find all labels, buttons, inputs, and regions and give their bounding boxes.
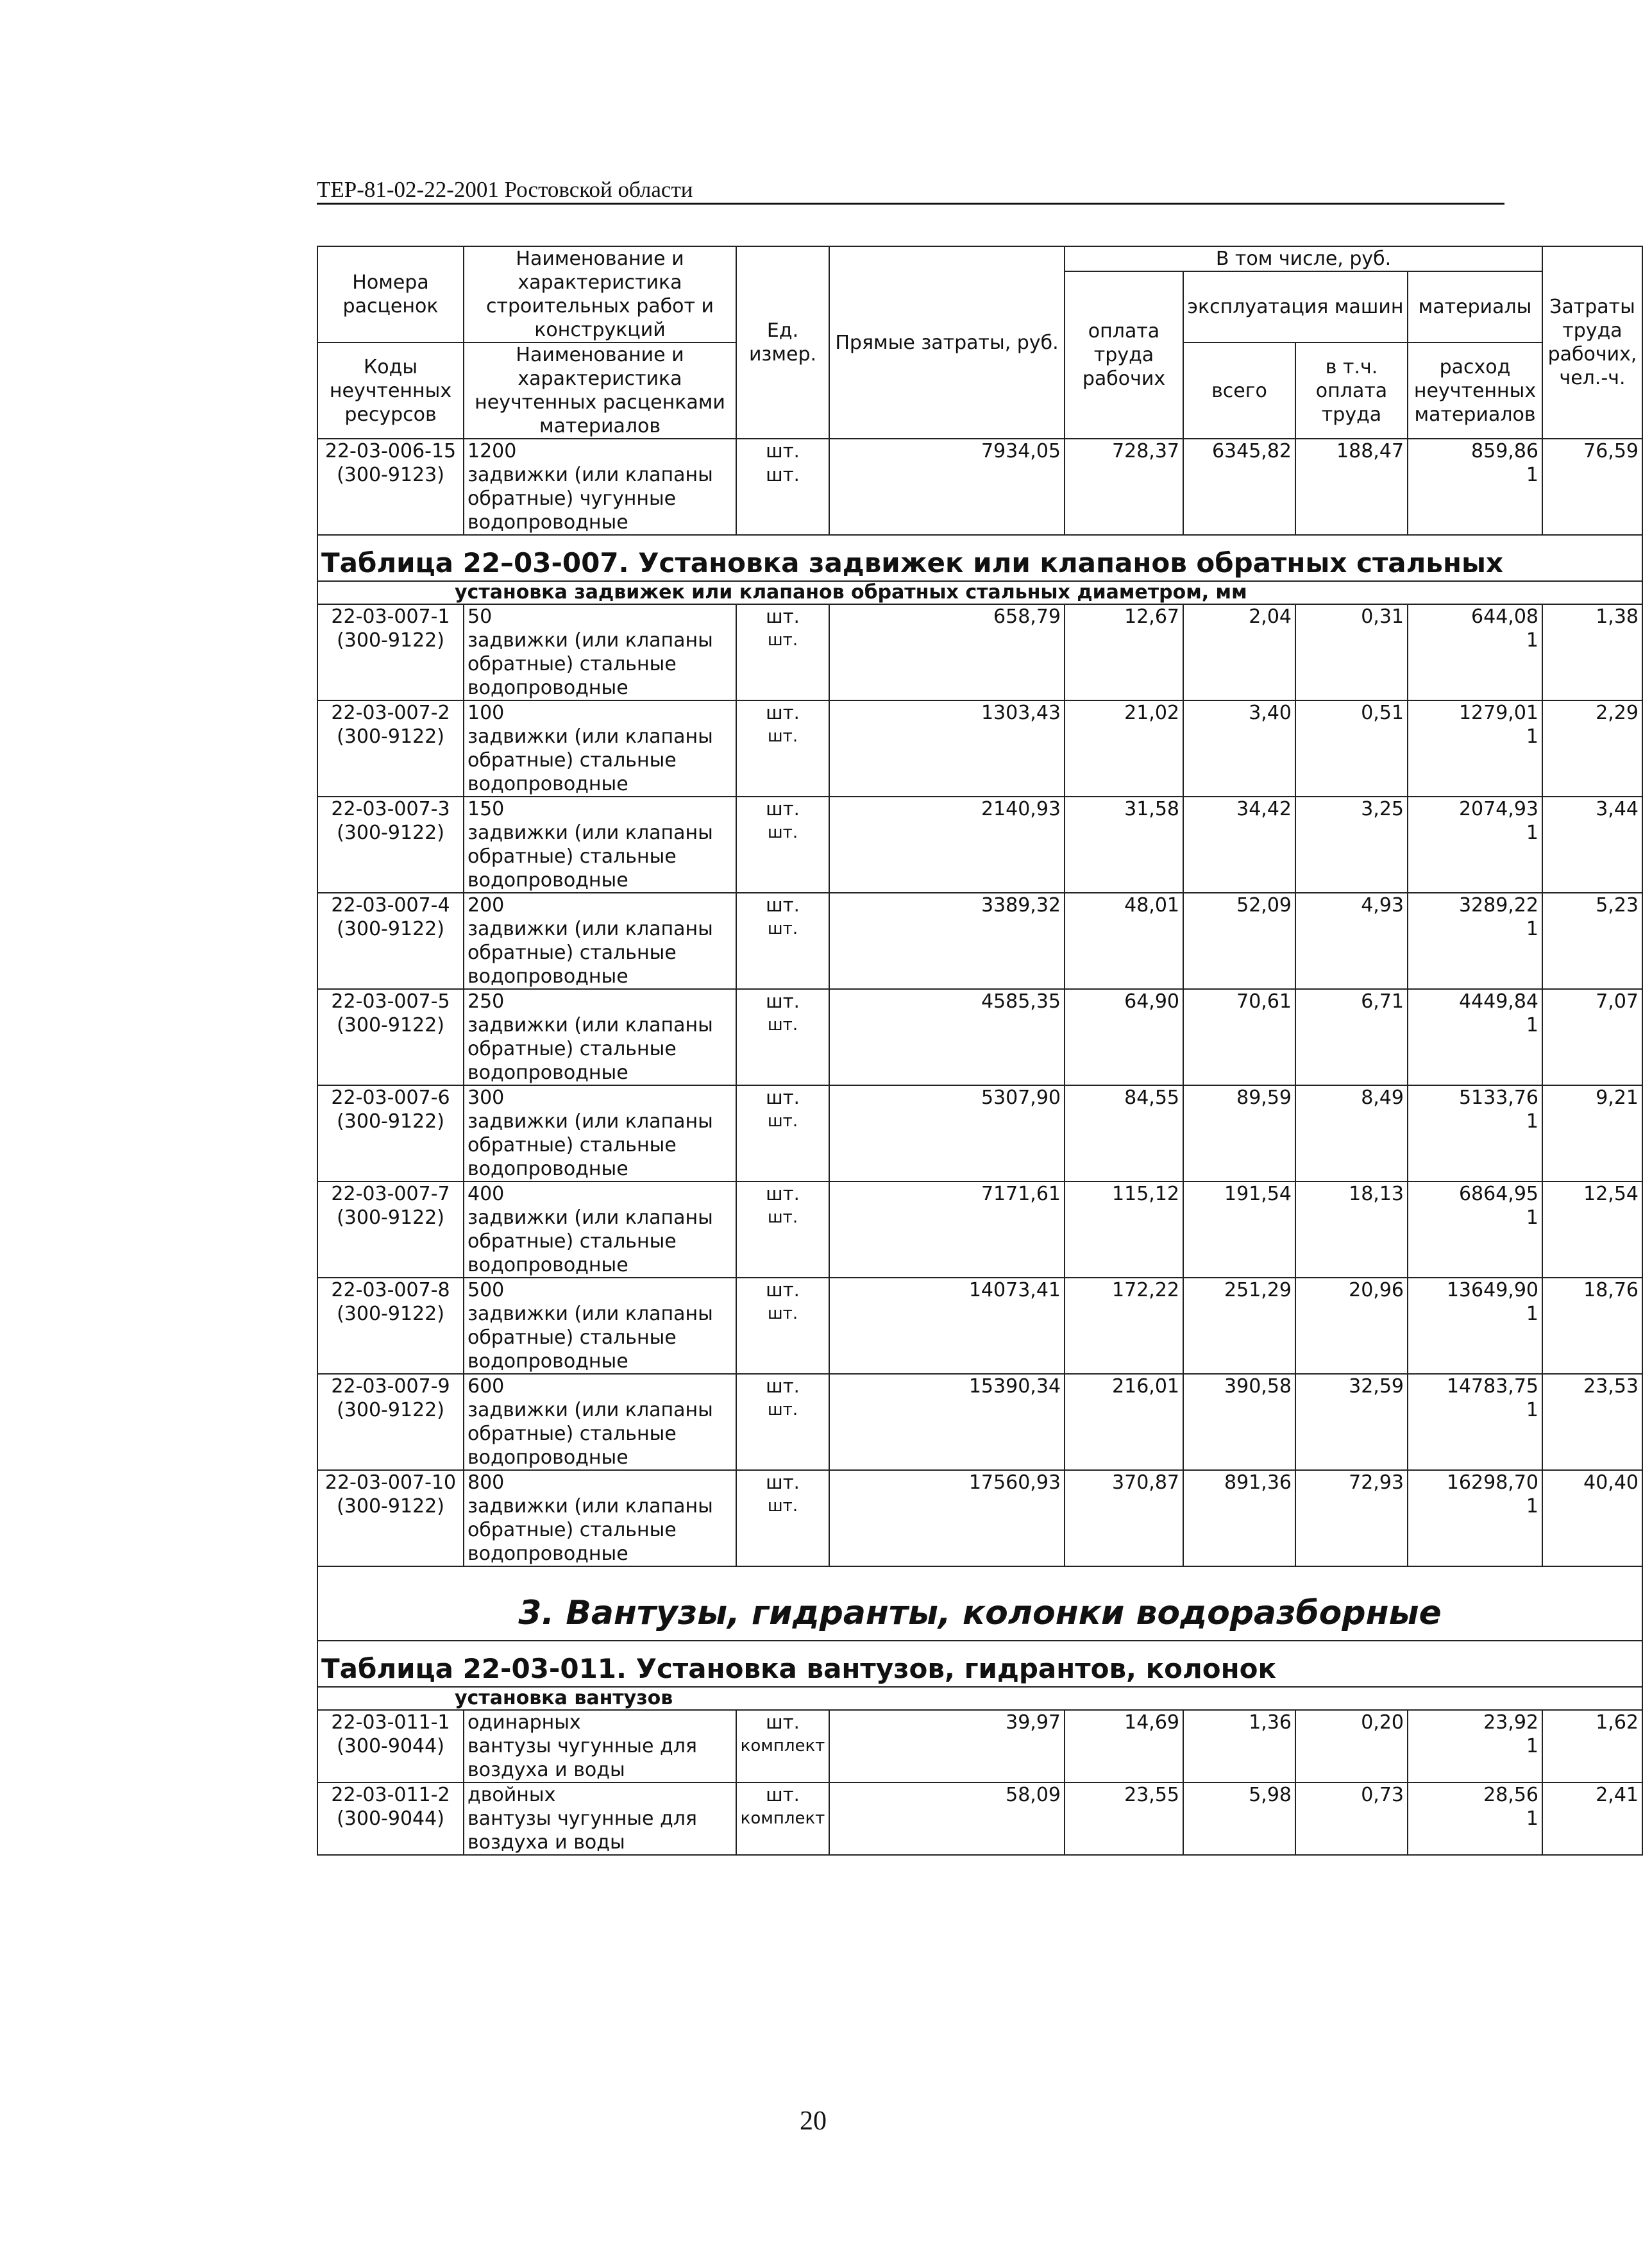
- rate-unit: шт. шт.: [736, 1278, 829, 1374]
- col-name-bottom: Наименование и характеристика неучтенных расценками материалов: [464, 343, 736, 439]
- rate-labor: 48,01: [1065, 893, 1183, 989]
- rate-labor: 23,55: [1065, 1782, 1183, 1855]
- rate-machines: 1,36: [1183, 1710, 1295, 1782]
- rate-materials: 2074,93 1: [1408, 797, 1542, 893]
- rate-machines: 52,09: [1183, 893, 1295, 989]
- table-subtitle: установка вантузов: [317, 1687, 1642, 1710]
- rate-materials: 644,08 1: [1408, 604, 1542, 700]
- rate-direct: 7171,61: [829, 1181, 1065, 1278]
- rate-machines-labor: 0,20: [1295, 1710, 1408, 1782]
- rate-unit: шт. шт.: [736, 1085, 829, 1181]
- section-title-row: [317, 1566, 1642, 1641]
- table-row: [317, 1782, 1642, 1855]
- rate-name: 400 задвижки (или клапаны обратные) стальные водопроводные: [464, 1181, 736, 1278]
- rate-name: 100 задвижки (или клапаны обратные) стальные водопроводные: [464, 700, 736, 797]
- col-machines-labor: в т.ч. оплата труда: [1295, 343, 1408, 439]
- rate-materials: 13649,90 1: [1408, 1278, 1542, 1374]
- rate-machines: 6345,82: [1183, 439, 1295, 535]
- rate-hours: 5,23: [1542, 893, 1642, 989]
- rate-direct: 658,79: [829, 604, 1065, 700]
- rate-labor: 84,55: [1065, 1085, 1183, 1181]
- rate-name: 250 задвижки (или клапаны обратные) стальные водопроводные: [464, 989, 736, 1085]
- col-incl: В том числе, руб.: [1065, 246, 1542, 271]
- table-row: [317, 1181, 1642, 1278]
- rate-name: одинарных вантузы чугунные для воздуха и воды: [464, 1710, 736, 1782]
- rate-name: 150 задвижки (или клапаны обратные) стальные водопроводные: [464, 797, 736, 893]
- rate-name: двойных вантузы чугунные для воздуха и воды: [464, 1782, 736, 1855]
- rate-labor: 14,69: [1065, 1710, 1183, 1782]
- rate-code: 22-03-007-10 (300-9122): [317, 1470, 464, 1566]
- rate-direct: 2140,93: [829, 797, 1065, 893]
- rate-direct: 15390,34: [829, 1374, 1065, 1470]
- rate-machines-labor: 0,73: [1295, 1782, 1408, 1855]
- rate-unit: шт. комплект: [736, 1710, 829, 1782]
- rate-direct: 58,09: [829, 1782, 1065, 1855]
- rate-materials: 28,56 1: [1408, 1782, 1542, 1855]
- rate-unit: шт. шт.: [736, 1374, 829, 1470]
- rate-unit: шт. шт.: [736, 797, 829, 893]
- table-row: [317, 439, 1642, 535]
- rate-unit: шт. шт.: [736, 893, 829, 989]
- rate-machines: 251,29: [1183, 1278, 1295, 1374]
- rate-name: 600 задвижки (или клапаны обратные) стальные водопроводные: [464, 1374, 736, 1470]
- rate-name: 200 задвижки (или клапаны обратные) стальные водопроводные: [464, 893, 736, 989]
- rate-labor: 172,22: [1065, 1278, 1183, 1374]
- rate-direct: 4585,35: [829, 989, 1065, 1085]
- rate-machines: 70,61: [1183, 989, 1295, 1085]
- rate-labor: 728,37: [1065, 439, 1183, 535]
- col-labor-cost: Затраты труда рабочих, чел.-ч.: [1542, 246, 1642, 439]
- rate-machines-labor: 32,59: [1295, 1374, 1408, 1470]
- rate-labor: 21,02: [1065, 700, 1183, 797]
- rate-unit: шт. шт.: [736, 604, 829, 700]
- col-codes-top: Номера расценок: [317, 246, 464, 343]
- rate-code: 22-03-007-9 (300-9122): [317, 1374, 464, 1470]
- rate-name: 800 задвижки (или клапаны обратные) стальные водопроводные: [464, 1470, 736, 1566]
- table-row: [317, 1374, 1642, 1470]
- rate-hours: 40,40: [1542, 1470, 1642, 1566]
- table-title: Таблица 22–03-007. Установка задвижек или клапанов обратных стальных: [317, 535, 1642, 581]
- rate-unit: шт. шт.: [736, 1470, 829, 1566]
- rate-materials: 6864,95 1: [1408, 1181, 1542, 1278]
- rate-unit: шт. комплект: [736, 1782, 829, 1855]
- table-title-row: [317, 535, 1642, 581]
- col-unit: Ед. измер.: [736, 246, 829, 439]
- col-labor: оплата труда рабочих: [1065, 271, 1183, 439]
- rate-direct: 14073,41: [829, 1278, 1065, 1374]
- header-row-1: [317, 246, 1642, 271]
- rate-code: 22-03-011-2 (300-9044): [317, 1782, 464, 1855]
- rate-code: 22-03-007-6 (300-9122): [317, 1085, 464, 1181]
- rate-machines-labor: 0,31: [1295, 604, 1408, 700]
- rate-labor: 31,58: [1065, 797, 1183, 893]
- table-row: [317, 797, 1642, 893]
- col-machines-total: всего: [1183, 343, 1295, 439]
- rate-machines-labor: 188,47: [1295, 439, 1408, 535]
- rate-hours: 9,21: [1542, 1085, 1642, 1181]
- table-title: Таблица 22-03-011. Установка вантузов, гидрантов, колонок: [317, 1641, 1642, 1687]
- rate-hours: 18,76: [1542, 1278, 1642, 1374]
- rate-name: 1200 задвижки (или клапаны обратные) чугунные водопроводные: [464, 439, 736, 535]
- rate-direct: 17560,93: [829, 1470, 1065, 1566]
- rate-code: 22-03-007-2 (300-9122): [317, 700, 464, 797]
- rate-machines: 5,98: [1183, 1782, 1295, 1855]
- rate-code: 22-03-006-15 (300-9123): [317, 439, 464, 535]
- rate-machines: 89,59: [1183, 1085, 1295, 1181]
- rate-machines: 191,54: [1183, 1181, 1295, 1278]
- rate-machines-labor: 6,71: [1295, 989, 1408, 1085]
- rate-unit: шт. шт.: [736, 700, 829, 797]
- rate-materials: 3289,22 1: [1408, 893, 1542, 989]
- rate-unit: шт. шт.: [736, 989, 829, 1085]
- col-materials-sub: расход неучтенных материалов: [1408, 343, 1542, 439]
- rate-hours: 3,44: [1542, 797, 1642, 893]
- rate-hours: 7,07: [1542, 989, 1642, 1085]
- rate-direct: 5307,90: [829, 1085, 1065, 1181]
- table-row: [317, 604, 1642, 700]
- rate-code: 22-03-011-1 (300-9044): [317, 1710, 464, 1782]
- rate-name: 500 задвижки (или клапаны обратные) стальные водопроводные: [464, 1278, 736, 1374]
- rate-hours: 1,38: [1542, 604, 1642, 700]
- rate-machines-labor: 0,51: [1295, 700, 1408, 797]
- rate-name: 50 задвижки (или клапаны обратные) стальные водопроводные: [464, 604, 736, 700]
- col-machines: эксплуатация машин: [1183, 271, 1408, 343]
- rate-labor: 370,87: [1065, 1470, 1183, 1566]
- rate-hours: 12,54: [1542, 1181, 1642, 1278]
- rate-materials: 16298,70 1: [1408, 1470, 1542, 1566]
- rate-direct: 3389,32: [829, 893, 1065, 989]
- rate-labor: 64,90: [1065, 989, 1183, 1085]
- col-codes-bottom: Коды неучтенных ресурсов: [317, 343, 464, 439]
- rate-machines-labor: 8,49: [1295, 1085, 1408, 1181]
- rate-code: 22-03-007-5 (300-9122): [317, 989, 464, 1085]
- table-row: [317, 1470, 1642, 1566]
- rate-labor: 12,67: [1065, 604, 1183, 700]
- rate-code: 22-03-007-7 (300-9122): [317, 1181, 464, 1278]
- rate-labor: 115,12: [1065, 1181, 1183, 1278]
- rate-machines: 390,58: [1183, 1374, 1295, 1470]
- rate-hours: 76,59: [1542, 439, 1642, 535]
- rate-materials: 14783,75 1: [1408, 1374, 1542, 1470]
- table-row: [317, 1085, 1642, 1181]
- table-row: [317, 1710, 1642, 1782]
- rate-machines: 891,36: [1183, 1470, 1295, 1566]
- rate-code: 22-03-007-4 (300-9122): [317, 893, 464, 989]
- rate-direct: 1303,43: [829, 700, 1065, 797]
- table-row: [317, 700, 1642, 797]
- rate-code: 22-03-007-8 (300-9122): [317, 1278, 464, 1374]
- rate-materials: 859,86 1: [1408, 439, 1542, 535]
- rate-materials: 4449,84 1: [1408, 989, 1542, 1085]
- rate-hours: 23,53: [1542, 1374, 1642, 1470]
- rates-table: [317, 246, 1643, 1856]
- rate-code: 22-03-007-3 (300-9122): [317, 797, 464, 893]
- rate-hours: 2,41: [1542, 1782, 1642, 1855]
- table-row: [317, 1278, 1642, 1374]
- rate-direct: 7934,05: [829, 439, 1065, 535]
- col-materials: материалы: [1408, 271, 1542, 343]
- rate-name: 300 задвижки (или клапаны обратные) стальные водопроводные: [464, 1085, 736, 1181]
- table-subtitle-row: [317, 1687, 1642, 1710]
- rate-labor: 216,01: [1065, 1374, 1183, 1470]
- rate-hours: 1,62: [1542, 1710, 1642, 1782]
- rate-machines-labor: 20,96: [1295, 1278, 1408, 1374]
- rate-machines-labor: 3,25: [1295, 797, 1408, 893]
- rate-direct: 39,97: [829, 1710, 1065, 1782]
- rate-machines-labor: 72,93: [1295, 1470, 1408, 1566]
- page-number: 20: [800, 2106, 827, 2136]
- rate-machines: 2,04: [1183, 604, 1295, 700]
- table-row: [317, 893, 1642, 989]
- col-direct: Прямые затраты, руб.: [829, 246, 1065, 439]
- table-row: [317, 989, 1642, 1085]
- table-title-row: [317, 1641, 1642, 1687]
- rate-code: 22-03-007-1 (300-9122): [317, 604, 464, 700]
- rate-hours: 2,29: [1542, 700, 1642, 797]
- table-subtitle-row: [317, 581, 1642, 604]
- table-subtitle: установка задвижек или клапанов обратных стальных диаметром, мм: [317, 581, 1642, 604]
- rate-materials: 23,92 1: [1408, 1710, 1542, 1782]
- rate-machines-labor: 18,13: [1295, 1181, 1408, 1278]
- rate-materials: 1279,01 1: [1408, 700, 1542, 797]
- rate-machines: 34,42: [1183, 797, 1295, 893]
- rate-materials: 5133,76 1: [1408, 1085, 1542, 1181]
- rate-unit: шт. шт.: [736, 439, 829, 535]
- section-title: 3. Вантузы, гидранты, колонки водоразборные: [317, 1566, 1642, 1641]
- rate-unit: шт. шт.: [736, 1181, 829, 1278]
- col-name-top: Наименование и характеристика строительных работ и конструкций: [464, 246, 736, 343]
- rate-machines-labor: 4,93: [1295, 893, 1408, 989]
- rate-machines: 3,40: [1183, 700, 1295, 797]
- document-header: ТЕР-81-02-22-2001 Ростовской области: [317, 177, 1504, 205]
